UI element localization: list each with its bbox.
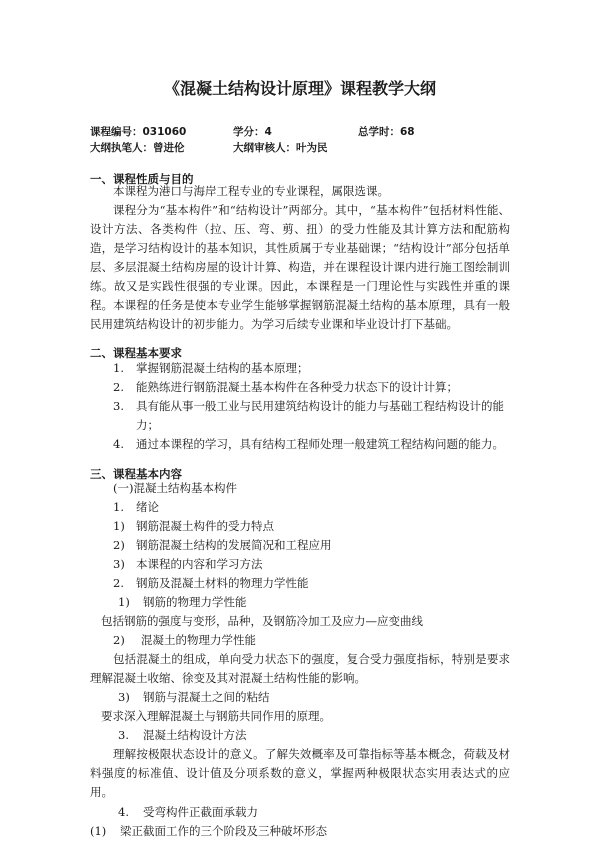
section-1-paragraph-1: 本课程为港口与海岸工程专业的专业课程，属限选课。 xyxy=(113,184,389,198)
requirement-number: 4. xyxy=(113,437,124,451)
section-2-heading: 二、课程基本要求 xyxy=(90,346,182,360)
document-title: 《混凝土结构设计原理》课程教学大纲 xyxy=(163,79,436,98)
requirement-item: 能熟练进行钢筋混凝土基本构件在各种受力状态下的设计计算； xyxy=(136,380,458,394)
chapter-4-number: 4. xyxy=(118,805,129,819)
chapter-2-sub-title: 钢筋与混凝土之间的粘结 xyxy=(143,690,270,704)
chapter-1-item-number: 3) xyxy=(113,557,125,571)
total-hours xyxy=(358,124,415,139)
chapter-3-number: 3. xyxy=(118,728,129,742)
section-1-heading: 一、课程性质与目的 xyxy=(90,172,194,186)
chapter-2-sub-title: 钢筋的物理力学性能 xyxy=(143,595,247,609)
chapter-4-title: 受弯构件正截面承载力 xyxy=(143,805,258,819)
author-label: 大纲执笔人： xyxy=(90,142,153,154)
chapter-1-item: 本课程的内容和学习方法 xyxy=(136,557,263,571)
total-hours-label: 总学时： xyxy=(358,126,400,138)
reviewer-label: 大纲审核人： xyxy=(233,142,296,154)
requirement-item: 通过本课程的学习，具有结构工程师处理一般建筑工程结构问题的能力。 xyxy=(136,437,504,451)
chapter-1-item-number: 1) xyxy=(113,519,125,533)
reviewer xyxy=(233,140,328,155)
chapter-1-item: 钢筋混凝土结构的发展简况和工程应用 xyxy=(136,538,332,552)
chapter-1-number: 1. xyxy=(113,500,124,514)
requirement-item: 具有能从事一般工业与民用建筑结构设计的能力与基础工程结构设计的能力； xyxy=(136,399,504,432)
chapter-1-item-number: 2) xyxy=(113,538,125,552)
chapter-4-sub-title: 梁正截面工作的三个阶段及三种破坏形态 xyxy=(120,824,327,838)
chapter-2-number: 2. xyxy=(113,576,124,590)
course-code-value: 031060 xyxy=(142,126,187,138)
requirement-number: 2. xyxy=(113,380,124,394)
chapter-1-item: 钢筋混凝土构件的受力特点 xyxy=(136,519,274,533)
chapter-3-title: 混凝土结构设计方法 xyxy=(143,728,247,742)
total-hours-value: 68 xyxy=(400,126,415,138)
chapter-2-title: 钢筋及混凝土材料的物理力学性能 xyxy=(136,576,309,590)
chapter-4-sub-number: (1) xyxy=(90,824,107,838)
credits-label: 学分： xyxy=(233,126,265,138)
section-3-heading: 三、课程基本内容 xyxy=(90,467,182,481)
credits xyxy=(233,124,272,139)
chapter-3-description: 理解按极限状态设计的意义。了解失效概率及可靠指标等基本概念，荷载及材料强度的标准值、设计值及分项系数的意义，掌握两种极限状态实用表达式的应用。 xyxy=(90,747,510,799)
section-1-paragraph-3: 本课程的任务是使本专业学生能够掌握钢筋混凝土结构的基本原理，具有一般民用建筑结构设计的初步能力。为学习后续专业课和毕业设计打下基础。 xyxy=(90,298,510,331)
credits-value: 4 xyxy=(264,126,272,138)
reviewer-value: 叶为民 xyxy=(296,142,328,154)
chapter-2-sub-title: 混凝土的物理力学性能 xyxy=(141,633,256,647)
chapter-2-sub-number: 3) xyxy=(118,690,130,704)
content-part-1-title: (一)混凝土结构基本构件 xyxy=(113,481,237,495)
chapter-2-sub-number: 1) xyxy=(118,595,130,609)
chapter-2-sub-description: 要求深入理解混凝土与钢筋共同作用的原理。 xyxy=(101,709,331,723)
section-1-paragraph-2: 课程分为“基本构件”和“结构设计”两部分。其中，“基本构件”包括材料性能、设计方法、各类构件（拉、压、弯、剪、扭）的受力性能及其计算方法和配筋构造，是学习结构设计的基本知识，其性质属于专业基础课；“结构设计”部分包括单层、多层混凝土结构房屋的设计计算、构造，并在课程设计课内进行施工图绘制训练。故又是实践性很强的专业课。因此，本课程是一门理论性与实践性并重的课程。 xyxy=(90,203,510,312)
chapter-1-title: 绪论 xyxy=(136,500,159,514)
author xyxy=(90,140,185,155)
course-code-label: 课程编号： xyxy=(90,126,143,138)
chapter-2-sub-description: 包括钢筋的强度与变形，品种，及钢筋冷加工及应力—应变曲线 xyxy=(101,614,423,628)
chapter-2-sub-description: 包括混凝土的组成，单向受力状态下的强度，复合受力强度指标，特别是要求理解混凝土收缩、徐变及其对混凝土结构性能的影响。 xyxy=(90,652,510,685)
course-code xyxy=(90,124,186,139)
requirement-number: 1. xyxy=(113,361,124,375)
chapter-2-sub-number: 2) xyxy=(113,633,125,647)
requirement-item: 掌握钢筋混凝土结构的基本原理； xyxy=(136,361,309,375)
requirement-number: 3. xyxy=(113,399,124,413)
author-value: 曾进伦 xyxy=(153,142,185,154)
